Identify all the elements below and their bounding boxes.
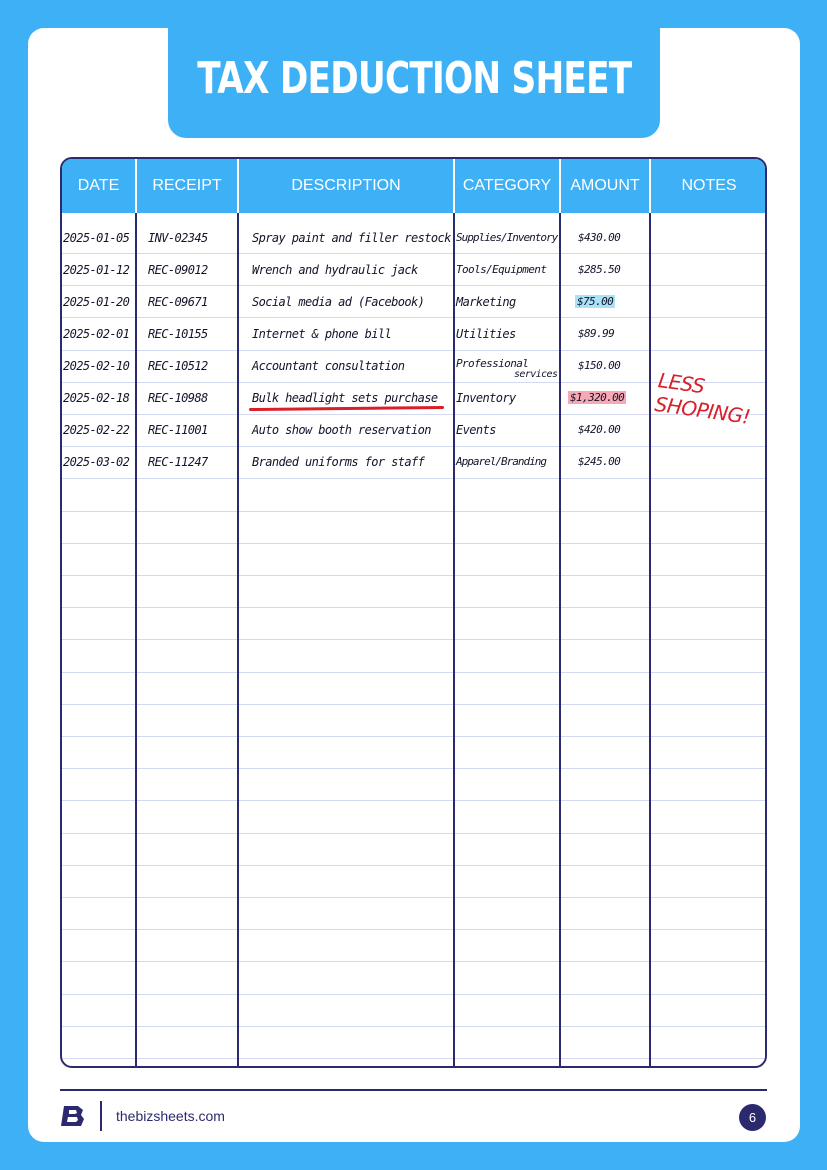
column-divider (453, 213, 455, 1066)
ruled-line (62, 511, 765, 512)
ruled-line (62, 961, 765, 962)
row-6-amount: $1,320.00 (570, 391, 625, 404)
bizsheets-logo-icon (60, 1103, 86, 1129)
ruled-line (62, 768, 765, 769)
ruled-line (62, 639, 765, 640)
row-2-category: Tools/Equipment (456, 263, 547, 276)
row-7-category: Events (456, 423, 496, 437)
row-2-receipt: REC-09012 (148, 263, 208, 277)
row-5-amount: $150.00 (578, 359, 621, 372)
row-8-date: 2025-03-02 (63, 455, 130, 469)
row-1-date: 2025-01-05 (63, 231, 130, 245)
row-6-receipt: REC-10988 (148, 391, 208, 405)
row-4-receipt: REC-10155 (148, 327, 208, 341)
row-6-description: Bulk headlight sets purchase (252, 391, 438, 405)
row-7-description: Auto show booth reservation (252, 423, 431, 437)
ruled-line (62, 317, 765, 318)
row-7-receipt: REC-11001 (148, 423, 208, 437)
ruled-line (62, 253, 765, 254)
col-description-header: DESCRIPTION (291, 177, 401, 194)
ruled-line (62, 1026, 765, 1027)
row-5-date: 2025-02-10 (63, 359, 130, 373)
ruled-line (62, 672, 765, 673)
header-divider (559, 159, 561, 213)
row-3-category: Marketing (456, 295, 516, 309)
row-7-amount: $420.00 (578, 423, 621, 436)
row-1-amount: $430.00 (578, 231, 621, 244)
row-4-date: 2025-02-01 (63, 327, 130, 341)
ruled-line (62, 736, 765, 737)
row-6-category: Inventory (456, 391, 516, 405)
row-4-amount: $89.99 (578, 327, 615, 340)
row-5-category: Professional (456, 357, 529, 370)
ruled-line (62, 897, 765, 898)
row-5-description: Accountant consultation (252, 359, 405, 373)
ruled-line (62, 800, 765, 801)
ruled-line (62, 607, 765, 608)
row-8-description: Branded uniforms for staff (252, 455, 425, 469)
row-8-amount: $245.00 (578, 455, 621, 468)
ruled-line (62, 865, 765, 866)
ruled-line (62, 543, 765, 544)
deduction-table (60, 157, 767, 1068)
header-divider (453, 159, 455, 213)
ruled-line (62, 446, 765, 447)
row-5-receipt: REC-10512 (148, 359, 208, 373)
column-divider (237, 213, 239, 1066)
header-divider (237, 159, 239, 213)
title-banner (168, 28, 660, 138)
header-divider (135, 159, 137, 213)
page-title: TAX DEDUCTION SHEET (196, 52, 632, 104)
row-4-description: Internet & phone bill (252, 327, 392, 341)
row-2-amount: $285.50 (578, 263, 621, 276)
row-1-category: Supplies/Inventory (456, 231, 558, 244)
col-amount-header: AMOUNT (570, 177, 640, 194)
row-2-date: 2025-01-12 (63, 263, 130, 277)
col-notes-header: NOTES (681, 177, 737, 194)
row-3-receipt: REC-09671 (148, 295, 208, 309)
ruled-line (62, 704, 765, 705)
footer-divider (60, 1089, 767, 1091)
footer-website-link[interactable]: thebizsheets.com (116, 1108, 225, 1124)
note-line-1: LESS (656, 368, 707, 399)
row-8-receipt: REC-11247 (148, 455, 208, 469)
ruled-line (62, 575, 765, 576)
svg-text:B: B (73, 1103, 74, 1104)
row-1-receipt: INV-02345 (148, 231, 208, 245)
row-7-date: 2025-02-22 (63, 423, 130, 437)
ruled-line (62, 929, 765, 930)
ruled-line (62, 285, 765, 286)
ruled-line (62, 1058, 765, 1059)
row-3-description: Social media ad (Facebook) (252, 295, 425, 309)
column-divider (559, 213, 561, 1066)
column-divider (649, 213, 651, 1066)
col-date-header: DATE (77, 177, 120, 194)
col-receipt-header: RECEIPT (152, 177, 222, 194)
col-category-header: CATEGORY (462, 177, 552, 194)
header-divider (649, 159, 651, 213)
page-number-badge: 6 (739, 1104, 766, 1131)
row-5-category-sub: services (514, 369, 558, 380)
footer-separator (100, 1101, 102, 1131)
ruled-line (62, 350, 765, 351)
table-header (62, 159, 765, 213)
ruled-line (62, 833, 765, 834)
row-1-description: Spray paint and filler restock (252, 231, 451, 245)
note-line-2: SHOPING! (653, 391, 752, 429)
row-3-date: 2025-01-20 (63, 295, 130, 309)
ruled-line (62, 994, 765, 995)
ruled-line (62, 478, 765, 479)
row-4-category: Utilities (456, 327, 516, 341)
row-3-amount: $75.00 (577, 295, 614, 308)
row-2-description: Wrench and hydraulic jack (252, 263, 418, 277)
row-6-date: 2025-02-18 (63, 391, 130, 405)
row-8-category: Apparel/Branding (456, 455, 546, 468)
column-divider (135, 213, 137, 1066)
